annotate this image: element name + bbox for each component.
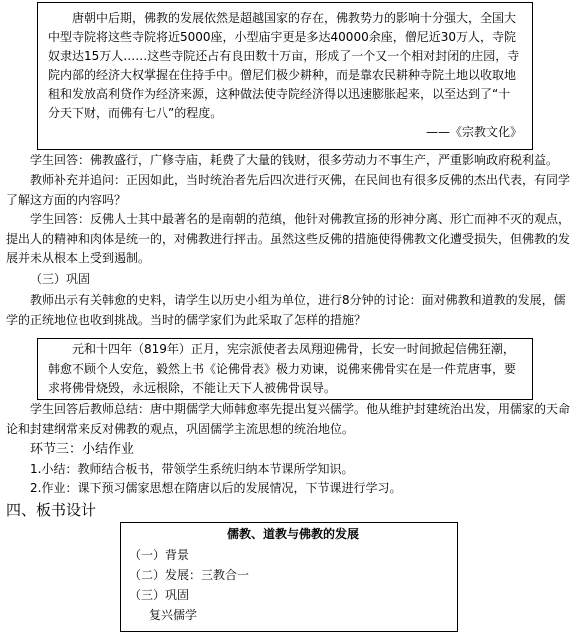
step3-title: 环节三：小结作业 — [30, 442, 135, 457]
step3-item-2: 2.作业：课下预习儒家思想在隋唐以后的发展情况，下节课进行学习。 — [30, 481, 402, 495]
hanyu-quote: 元和十四年（819年）正月，宪宗派使者去凤翔迎佛骨，长安一时间掀起信佛狂潮，韩愈不顾个人安危，毅然上书《论佛骨表》极力劝谏，说佛来佛骨实在是一件荒唐事，要求将佛骨烧毁，永远根除，不能让天下人被佛骨误导。 — [48, 342, 517, 395]
student-answer-1: 学生回答：佛教盛行，广修寺庙，耗费了大量的钱财，很多劳动力不事生产，严重影响政府税利益。 — [30, 153, 559, 167]
teacher-question-1: 教师补充并追问：正因如此，当时统治者先后四次进行灭佛，在民间也有很多反佛的杰出代表，有同学了解这方面的内容吗？ — [6, 173, 571, 207]
board-item-consolidate: （三）巩固 — [129, 588, 190, 602]
board-item-development: （二）发展：三教合一 — [129, 568, 250, 582]
board-title: 儒教、道教与佛教的发展 — [226, 527, 359, 541]
heading-consolidate: （三）巩固 — [30, 272, 91, 286]
quote-source: ——《宗教文化》 — [425, 125, 522, 139]
section4-title: 四、板书设计 — [6, 501, 97, 519]
quote-box-hanyu — [37, 338, 533, 400]
board-item-background: （一）背景 — [129, 548, 190, 562]
board-subitem-revive-confucianism: 复兴儒学 — [149, 608, 198, 622]
quote-box-religion — [37, 2, 533, 150]
step3-item-1: 1.小结：教师结合板书，带领学生系统归纳本节课所学知识。 — [30, 462, 354, 476]
teacher-summary: 学生回答后教师总结：唐中期儒学大师韩愈率先提出复兴儒学。他从维护封建统治出发，用儒家的天命论和封建纲常来反对佛教的观点，巩固儒学主流思想的统治地位。 — [6, 402, 571, 436]
blackboard-design — [120, 522, 458, 632]
quote-paragraph: 唐朝中后期，佛教的发展依然是超越国家的存在，佛教势力的影响十分强大，全国大中型寺院将这些寺院将近5000座，小型庙宇更是多达40000余座，僧尼近30万人，寺院奴隶达15万人……这些寺院还占有良田数十万亩，形成了一个又一个相对封闭的庄园，寺院内部的经济大权掌握在住持手中。僧尼们极少耕种，而是靠农民耕种寺院土地以收取地租和发放高利贷作为经济来源，这种做法使寺院经济得以迅速膨胀起来，以至达到了“十分天下财，而佛有七八”的程度。 — [48, 11, 520, 120]
student-answer-2: 学生回答：反佛人士其中最著名的是南朝的范缜，他针对佛教宣扬的形神分离、形亡而神不灭的观点，提出人的精神和肉体是统一的，对佛教进行抨击。虽然这些反佛的措施使得佛教文化遭受损失，但佛教的发展并未从根本上受到遏制。 — [6, 212, 571, 265]
teacher-task-2: 教师出示有关韩愈的史料，请学生以历史小组为单位，进行8分钟的讨论：面对佛教和道教的发展，儒学的正统地位也收到挑战。当时的儒学家们为此采取了怎样的措施？ — [6, 293, 566, 327]
